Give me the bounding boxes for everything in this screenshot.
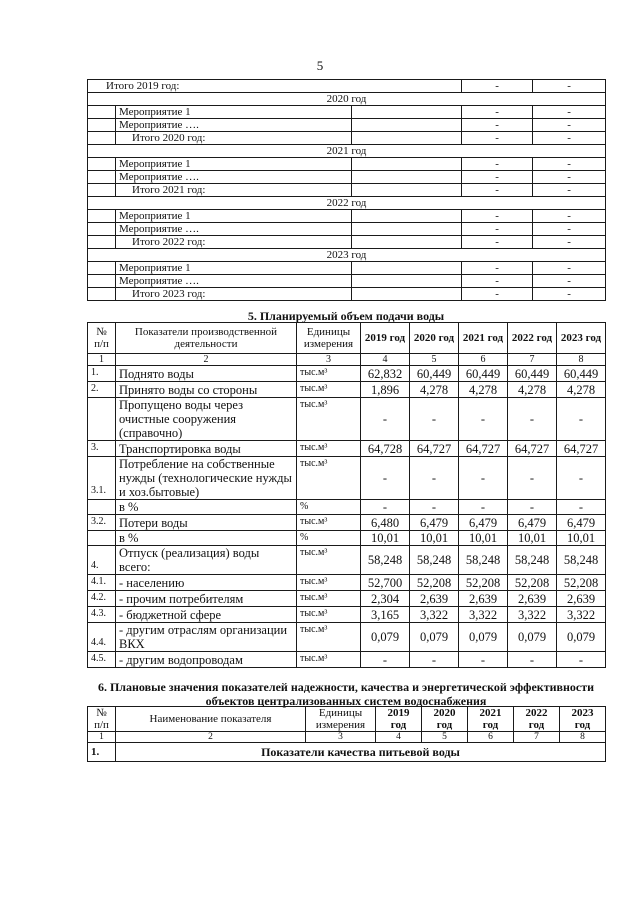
table-row <box>88 591 606 607</box>
row-number: 3. <box>88 441 116 457</box>
value-cell: 4,278 <box>508 382 557 398</box>
table-row <box>88 623 606 652</box>
header-cell: 2022 год <box>508 323 557 354</box>
page-number: 5 <box>316 58 324 73</box>
column-number: 3 <box>306 732 376 743</box>
column-number: 6 <box>468 732 514 743</box>
empty-cell <box>352 236 462 249</box>
empty-cell <box>88 132 116 145</box>
row-number: 3.2. <box>88 515 116 531</box>
event-value: - <box>533 119 606 132</box>
table-row <box>88 158 606 171</box>
header-cell: 2022 год <box>514 707 560 732</box>
header-cell: 2021 год <box>468 707 514 732</box>
value-cell: 62,832 <box>361 366 410 382</box>
table-row <box>88 500 606 515</box>
value-cell: 64,727 <box>557 441 606 457</box>
value-cell: - <box>508 500 557 515</box>
year-label: 2021 год <box>88 145 606 158</box>
unit-cell: тыс.м³ <box>297 591 361 607</box>
header-cell: Единицы измерения <box>306 707 376 732</box>
empty-cell <box>88 223 116 236</box>
value-cell: 3,322 <box>508 607 557 623</box>
table-row <box>88 441 606 457</box>
column-number: 7 <box>514 732 560 743</box>
value-cell: 60,449 <box>410 366 459 382</box>
column-number: 4 <box>376 732 422 743</box>
value-cell: 58,248 <box>410 546 459 575</box>
value-cell: 2,304 <box>361 591 410 607</box>
year-row <box>88 197 606 210</box>
unit-cell: тыс.м³ <box>297 382 361 398</box>
unit-cell: тыс.м³ <box>297 398 361 441</box>
value-cell: 1,896 <box>361 382 410 398</box>
unit-cell: тыс.м³ <box>297 366 361 382</box>
value-cell: 4,278 <box>557 382 606 398</box>
column-number: 8 <box>560 732 606 743</box>
empty-cell <box>352 262 462 275</box>
value-cell: 10,01 <box>361 531 410 546</box>
empty-cell <box>352 184 462 197</box>
empty-cell <box>88 236 116 249</box>
column-number: 7 <box>508 354 557 366</box>
value-cell: - <box>557 652 606 668</box>
table-row <box>88 223 606 236</box>
empty-cell <box>352 171 462 184</box>
row-number <box>88 398 116 441</box>
event-value: - <box>533 288 606 301</box>
header-cell: Показатели производственной деятельности <box>116 323 297 354</box>
value-cell: 3,322 <box>557 607 606 623</box>
value-cell: - <box>508 398 557 441</box>
event-label: Мероприятие …. <box>116 171 352 184</box>
event-value: - <box>533 80 606 93</box>
table-row <box>88 546 606 575</box>
event-label: Итого 2021 год: <box>116 184 352 197</box>
event-value: - <box>533 210 606 223</box>
event-value: - <box>462 210 533 223</box>
value-cell: 58,248 <box>459 546 508 575</box>
table-row <box>88 515 606 531</box>
event-value: - <box>462 171 533 184</box>
indicator-name: - прочим потребителям <box>116 591 297 607</box>
value-cell: 2,639 <box>410 591 459 607</box>
header-cell: Единицы измерения <box>297 323 361 354</box>
value-cell: 3,322 <box>459 607 508 623</box>
value-cell: 10,01 <box>459 531 508 546</box>
value-cell: 60,449 <box>557 366 606 382</box>
row-number: 4.5. <box>88 652 116 668</box>
empty-cell <box>352 288 462 301</box>
indicator-name: Транспортировка воды <box>116 441 297 457</box>
event-value: - <box>533 184 606 197</box>
event-value: - <box>462 80 533 93</box>
indicator-name: Поднято воды <box>116 366 297 382</box>
year-row <box>88 93 606 106</box>
empty-cell <box>88 275 116 288</box>
indicator-name: - другим отраслям организации ВКХ <box>116 623 297 652</box>
empty-cell <box>352 119 462 132</box>
section-5-title: 5. Планируемый объем подачи воды <box>247 309 445 323</box>
event-label: Мероприятие …. <box>116 275 352 288</box>
empty-cell <box>88 288 116 301</box>
table-row <box>88 262 606 275</box>
value-cell: 2,639 <box>459 591 508 607</box>
value-cell: 6,479 <box>508 515 557 531</box>
table-row <box>88 184 606 197</box>
value-cell: 2,639 <box>508 591 557 607</box>
row-number: 1. <box>88 743 116 762</box>
table-row <box>88 652 606 668</box>
event-value: - <box>533 158 606 171</box>
event-label: Мероприятие 1 <box>116 158 352 171</box>
table-row <box>88 236 606 249</box>
section-6-title: 6. Плановые значения показателей надежности, качества и энергетической эффективности объектов централизованных систем водоснабжения <box>97 680 595 708</box>
indicator-name: в % <box>116 500 297 515</box>
table-row <box>88 382 606 398</box>
value-cell: 0,079 <box>361 623 410 652</box>
value-cell: - <box>508 457 557 500</box>
year-label: 2022 год <box>88 197 606 210</box>
header-cell: 2021 год <box>459 323 508 354</box>
event-label: Итого 2020 год: <box>116 132 352 145</box>
empty-cell <box>88 262 116 275</box>
header-cell: 2020 год <box>410 323 459 354</box>
event-label: Мероприятие 1 <box>116 106 352 119</box>
value-cell: - <box>410 457 459 500</box>
table-row <box>88 210 606 223</box>
events-table <box>87 79 606 301</box>
value-cell: 52,208 <box>410 575 459 591</box>
table-row <box>88 119 606 132</box>
event-value: - <box>462 262 533 275</box>
event-label: Итого 2019 год: <box>88 80 462 93</box>
event-value: - <box>462 158 533 171</box>
value-cell: - <box>410 398 459 441</box>
table-row <box>88 531 606 546</box>
value-cell: 10,01 <box>508 531 557 546</box>
value-cell: 3,322 <box>410 607 459 623</box>
table-row <box>88 106 606 119</box>
value-cell: 10,01 <box>410 531 459 546</box>
row-number: 1. <box>88 366 116 382</box>
indicator-name: в % <box>116 531 297 546</box>
value-cell: - <box>459 652 508 668</box>
value-cell: 0,079 <box>410 623 459 652</box>
empty-cell <box>88 171 116 184</box>
column-number: 8 <box>557 354 606 366</box>
table-row <box>88 275 606 288</box>
table-row <box>88 743 606 762</box>
empty-cell <box>88 119 116 132</box>
event-value: - <box>533 262 606 275</box>
header-cell: № п/п <box>88 323 116 354</box>
value-cell: 0,079 <box>459 623 508 652</box>
empty-cell <box>352 275 462 288</box>
unit-cell: тыс.м³ <box>297 607 361 623</box>
indicator-name: Пропущено воды через очистные сооружения (справочно) <box>116 398 297 441</box>
table-header-row <box>88 323 606 354</box>
value-cell: 10,01 <box>557 531 606 546</box>
header-cell: 2023 год <box>557 323 606 354</box>
value-cell: 6,479 <box>410 515 459 531</box>
indicator-name: Потребление на собственные нужды (технологические нужды и хоз.бытовые) <box>116 457 297 500</box>
value-cell: 64,727 <box>459 441 508 457</box>
table-row <box>88 80 606 93</box>
event-label: Итого 2023 год: <box>116 288 352 301</box>
indicator-name: - населению <box>116 575 297 591</box>
value-cell: 4,278 <box>410 382 459 398</box>
table-row <box>88 398 606 441</box>
unit-cell: % <box>297 531 361 546</box>
unit-cell: тыс.м³ <box>297 623 361 652</box>
header-cell: 2019 год <box>376 707 422 732</box>
value-cell: - <box>361 652 410 668</box>
row-number: 4.2. <box>88 591 116 607</box>
empty-cell <box>88 158 116 171</box>
event-value: - <box>462 132 533 145</box>
row-number: 4.4. <box>88 623 116 652</box>
value-cell: - <box>459 398 508 441</box>
empty-cell <box>352 106 462 119</box>
indicator-name: Принято воды со стороны <box>116 382 297 398</box>
table-row <box>88 288 606 301</box>
unit-cell: тыс.м³ <box>297 515 361 531</box>
year-label: 2020 год <box>88 93 606 106</box>
event-label: Итого 2022 год: <box>116 236 352 249</box>
event-value: - <box>533 171 606 184</box>
column-number: 6 <box>459 354 508 366</box>
unit-cell: тыс.м³ <box>297 441 361 457</box>
column-number: 5 <box>422 732 468 743</box>
row-number: 4.1. <box>88 575 116 591</box>
event-value: - <box>533 106 606 119</box>
value-cell: 6,480 <box>361 515 410 531</box>
indicator-name: - бюджетной сфере <box>116 607 297 623</box>
column-number: 1 <box>88 732 116 743</box>
event-value: - <box>462 223 533 236</box>
planned-water-table <box>87 322 606 668</box>
value-cell: - <box>459 500 508 515</box>
header-cell: № п/п <box>88 707 116 732</box>
empty-cell <box>352 132 462 145</box>
value-cell: 60,449 <box>508 366 557 382</box>
empty-cell <box>88 184 116 197</box>
table-row <box>88 457 606 500</box>
value-cell: 52,208 <box>557 575 606 591</box>
event-label: Мероприятие …. <box>116 119 352 132</box>
row-number <box>88 531 116 546</box>
unit-cell: % <box>297 500 361 515</box>
value-cell: - <box>557 398 606 441</box>
event-value: - <box>462 119 533 132</box>
event-label: Мероприятие …. <box>116 223 352 236</box>
table-row <box>88 366 606 382</box>
value-cell: - <box>557 500 606 515</box>
section-row-title: Показатели качества питьевой воды <box>116 743 606 762</box>
event-value: - <box>533 236 606 249</box>
value-cell: 6,479 <box>459 515 508 531</box>
empty-cell <box>352 223 462 236</box>
table-row <box>88 575 606 591</box>
value-cell: 6,479 <box>557 515 606 531</box>
column-number-row <box>88 354 606 366</box>
value-cell: 0,079 <box>557 623 606 652</box>
event-value: - <box>462 236 533 249</box>
value-cell: 52,700 <box>361 575 410 591</box>
value-cell: 58,248 <box>361 546 410 575</box>
event-value: - <box>462 275 533 288</box>
column-number: 2 <box>116 732 306 743</box>
value-cell: 64,728 <box>361 441 410 457</box>
unit-cell: тыс.м³ <box>297 546 361 575</box>
table-row <box>88 132 606 145</box>
value-cell: 60,449 <box>459 366 508 382</box>
row-number: 2. <box>88 382 116 398</box>
value-cell: 64,727 <box>410 441 459 457</box>
value-cell: 2,639 <box>557 591 606 607</box>
value-cell: 64,727 <box>508 441 557 457</box>
empty-cell <box>352 210 462 223</box>
value-cell: 52,208 <box>508 575 557 591</box>
header-cell: 2020 год <box>422 707 468 732</box>
value-cell: - <box>361 457 410 500</box>
value-cell: - <box>410 652 459 668</box>
row-number: 4. <box>88 546 116 575</box>
value-cell: 58,248 <box>557 546 606 575</box>
empty-cell <box>88 210 116 223</box>
value-cell: 0,079 <box>508 623 557 652</box>
value-cell: 52,208 <box>459 575 508 591</box>
year-row <box>88 145 606 158</box>
row-number: 3.1. <box>88 457 116 500</box>
column-number: 5 <box>410 354 459 366</box>
indicator-name: - другим водопроводам <box>116 652 297 668</box>
column-number: 3 <box>297 354 361 366</box>
event-value: - <box>533 275 606 288</box>
value-cell: - <box>508 652 557 668</box>
header-cell: Наименование показателя <box>116 707 306 732</box>
indicator-name: Потери воды <box>116 515 297 531</box>
table-row <box>88 171 606 184</box>
value-cell: - <box>557 457 606 500</box>
row-number: 4.3. <box>88 607 116 623</box>
event-value: - <box>462 184 533 197</box>
unit-cell: тыс.м³ <box>297 652 361 668</box>
event-value: - <box>462 106 533 119</box>
empty-cell <box>88 106 116 119</box>
column-number: 4 <box>361 354 410 366</box>
value-cell: 3,165 <box>361 607 410 623</box>
event-label: Мероприятие 1 <box>116 262 352 275</box>
event-value: - <box>462 288 533 301</box>
column-number: 2 <box>116 354 297 366</box>
event-value: - <box>533 223 606 236</box>
indicators-table <box>87 706 606 762</box>
indicator-name: Отпуск (реализация) воды всего: <box>116 546 297 575</box>
unit-cell: тыс.м³ <box>297 575 361 591</box>
value-cell: 58,248 <box>508 546 557 575</box>
header-cell: 2019 год <box>361 323 410 354</box>
empty-cell <box>352 158 462 171</box>
table-header-row <box>88 707 606 732</box>
value-cell: - <box>361 500 410 515</box>
unit-cell: тыс.м³ <box>297 457 361 500</box>
value-cell: - <box>361 398 410 441</box>
value-cell: - <box>459 457 508 500</box>
year-row <box>88 249 606 262</box>
event-value: - <box>533 132 606 145</box>
table-row <box>88 607 606 623</box>
value-cell: 4,278 <box>459 382 508 398</box>
value-cell: - <box>410 500 459 515</box>
event-label: Мероприятие 1 <box>116 210 352 223</box>
header-cell: 2023 год <box>560 707 606 732</box>
column-number-row <box>88 732 606 743</box>
column-number: 1 <box>88 354 116 366</box>
year-label: 2023 год <box>88 249 606 262</box>
row-number <box>88 500 116 515</box>
